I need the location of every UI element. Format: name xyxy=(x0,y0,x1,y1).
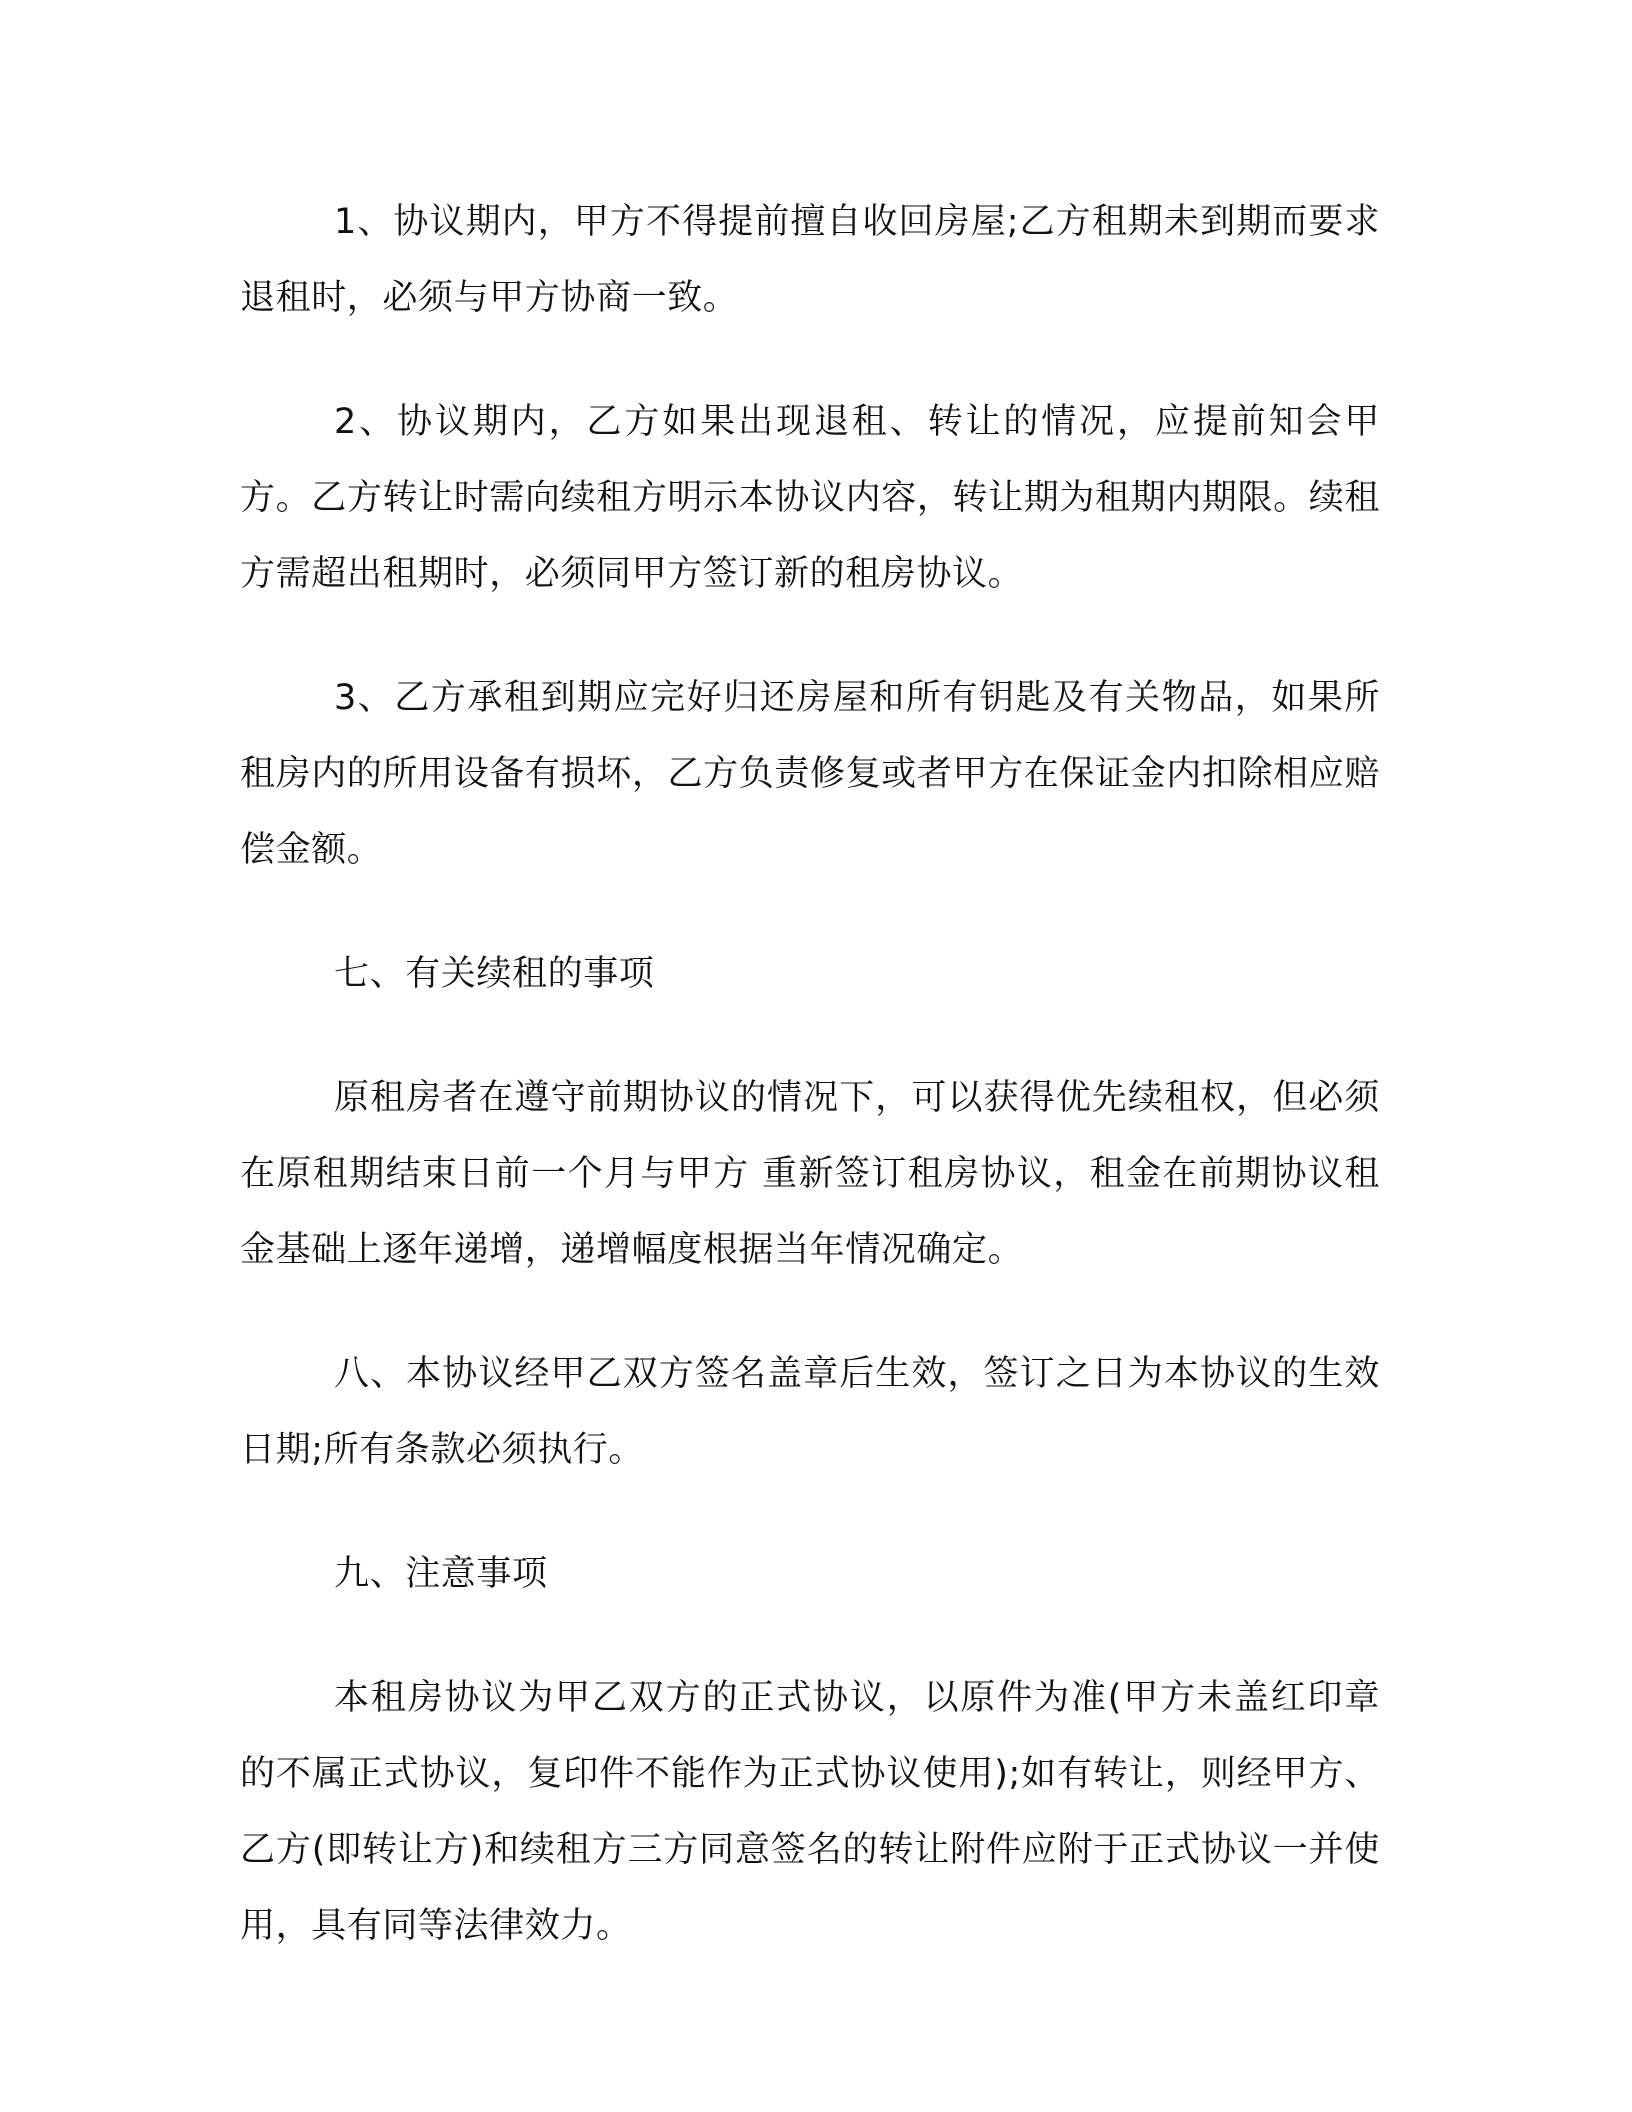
notes-paragraph: 本租房协议为甲乙双方的正式协议，以原件为准(甲方未盖红印章的不属正式协议，复印件不能作为正式协议使用);如有转让，则经甲方、乙方(即转让方)和续租方三方同意签名的转让附件应附于正式协议一并使用，具有同等法律效力。 xyxy=(240,1678,1380,1946)
clause-1-paragraph: 1、协议期内，甲方不得提前擅自收回房屋;乙方租期未到期而要求退租时，必须与甲方协商一致。 xyxy=(240,202,1380,318)
section-9-heading: 九、注意事项 xyxy=(334,1554,548,1594)
document-body xyxy=(240,184,1380,2012)
clause-2-paragraph: 2、协议期内，乙方如果出现退租、转让的情况，应提前知会甲方。乙方转让时需向续租方明示本协议内容，转让期为租期内期限。续租方需超出租期时，必须同甲方签订新的租房协议。 xyxy=(240,402,1380,594)
clause-3-paragraph: 3、乙方承租到期应完好归还房屋和所有钥匙及有关物品，如果所租房内的所用设备有损坏，乙方负责修复或者甲方在保证金内扣除相应赔偿金额。 xyxy=(240,678,1380,870)
section-7-heading: 七、有关续租的事项 xyxy=(334,954,655,994)
section-8-paragraph: 八、本协议经甲乙双方签名盖章后生效，签订之日为本协议的生效日期;所有条款必须执行。 xyxy=(240,1354,1380,1470)
renewal-paragraph: 原租房者在遵守前期协议的情况下，可以获得优先续租权，但必须在原租期结束日前一个月与甲方 重新签订租房协议，租金在前期协议租金基础上逐年递增，递增幅度根据当年情况确定。 xyxy=(240,1078,1380,1270)
